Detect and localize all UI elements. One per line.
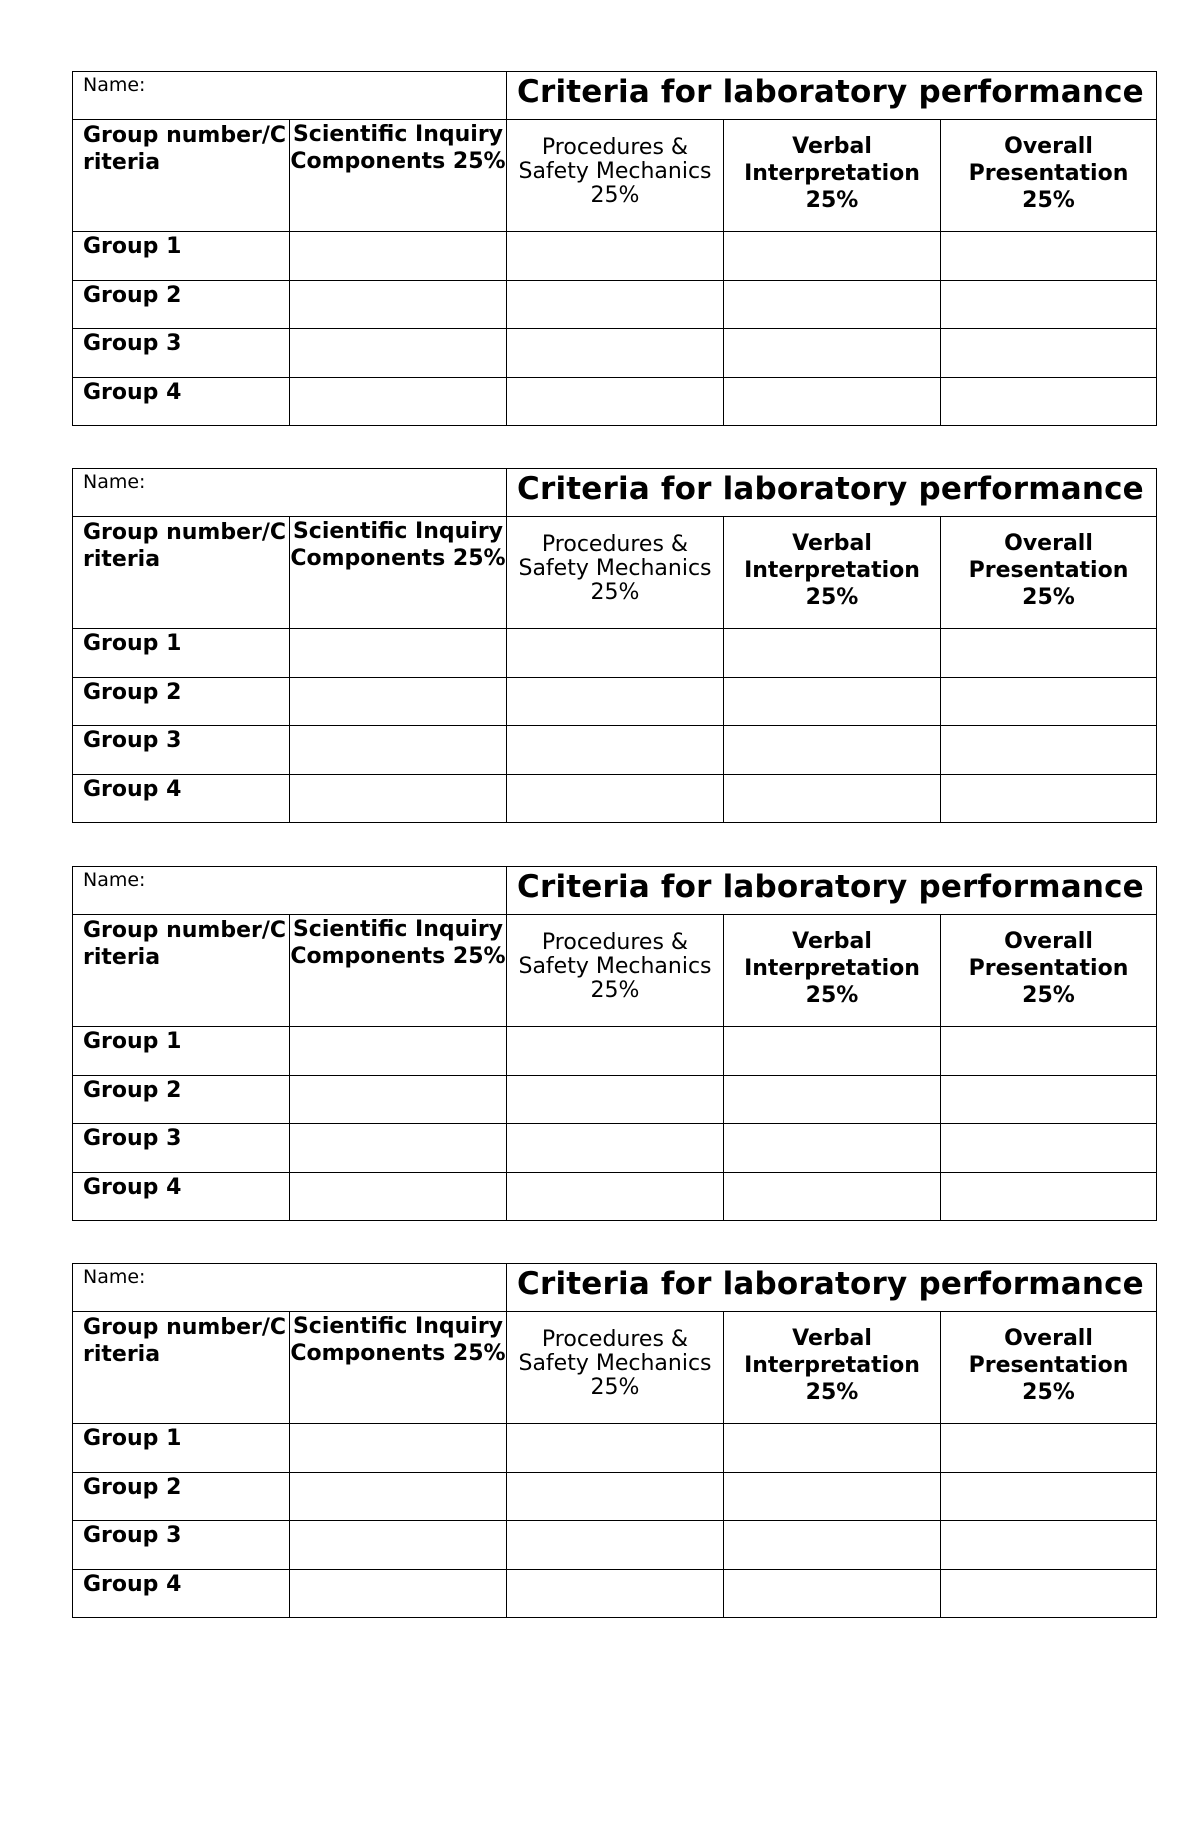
criterion-scientific-inquiry: Scientific Inquiry Components 25% xyxy=(290,1312,507,1424)
criteria-header-row xyxy=(73,1312,1157,1424)
score-cell-scientific-inquiry[interactable] xyxy=(290,232,507,281)
score-cell-procedures-safety[interactable] xyxy=(507,329,724,378)
criterion-scientific-inquiry: Scientific Inquiry Components 25% xyxy=(290,915,507,1027)
group-label: Group 2 xyxy=(73,1075,290,1124)
score-cell-procedures-safety[interactable] xyxy=(507,1075,724,1124)
score-cell-scientific-inquiry[interactable] xyxy=(290,1172,507,1221)
score-cell-overall-presentation[interactable] xyxy=(941,1521,1157,1570)
score-cell-scientific-inquiry[interactable] xyxy=(290,1027,507,1076)
score-cell-overall-presentation[interactable] xyxy=(941,377,1157,426)
rubric-title-row xyxy=(73,72,1157,120)
criteria-header-row xyxy=(73,120,1157,232)
rubric-title-row xyxy=(73,867,1157,915)
score-cell-verbal-interpretation[interactable] xyxy=(724,1569,941,1618)
rubric-table xyxy=(72,866,1157,1221)
rubric-title: Criteria for laboratory performance xyxy=(507,1264,1157,1312)
group-row xyxy=(73,329,1157,378)
score-cell-scientific-inquiry[interactable] xyxy=(290,1424,507,1473)
score-cell-verbal-interpretation[interactable] xyxy=(724,1521,941,1570)
score-cell-overall-presentation[interactable] xyxy=(941,280,1157,329)
group-label: Group 4 xyxy=(73,377,290,426)
score-cell-overall-presentation[interactable] xyxy=(941,726,1157,775)
criterion-overall-presentation: Overall Presentation 25% xyxy=(941,915,1157,1027)
group-row xyxy=(73,1124,1157,1173)
score-cell-scientific-inquiry[interactable] xyxy=(290,677,507,726)
group-row xyxy=(73,726,1157,775)
score-cell-verbal-interpretation[interactable] xyxy=(724,1124,941,1173)
score-cell-procedures-safety[interactable] xyxy=(507,774,724,823)
criterion-verbal-interpretation: Verbal Interpretation 25% xyxy=(724,120,941,232)
group-label: Group 2 xyxy=(73,280,290,329)
criterion-overall-presentation: Overall Presentation 25% xyxy=(941,517,1157,629)
group-label: Group 2 xyxy=(73,677,290,726)
score-cell-overall-presentation[interactable] xyxy=(941,1172,1157,1221)
score-cell-overall-presentation[interactable] xyxy=(941,629,1157,678)
score-cell-scientific-inquiry[interactable] xyxy=(290,1075,507,1124)
group-row xyxy=(73,677,1157,726)
criteria-header-row xyxy=(73,915,1157,1027)
group-number-header: Group number/Criteria xyxy=(73,120,290,232)
score-cell-verbal-interpretation[interactable] xyxy=(724,1027,941,1076)
score-cell-verbal-interpretation[interactable] xyxy=(724,280,941,329)
criteria-header-row xyxy=(73,517,1157,629)
group-label: Group 3 xyxy=(73,1521,290,1570)
score-cell-verbal-interpretation[interactable] xyxy=(724,774,941,823)
score-cell-procedures-safety[interactable] xyxy=(507,377,724,426)
score-cell-verbal-interpretation[interactable] xyxy=(724,629,941,678)
name-label: Name: xyxy=(83,1266,146,1288)
rubric-title-row xyxy=(73,469,1157,517)
group-row xyxy=(73,232,1157,281)
group-row xyxy=(73,1424,1157,1473)
group-label: Group 1 xyxy=(73,232,290,281)
score-cell-overall-presentation[interactable] xyxy=(941,1472,1157,1521)
group-row xyxy=(73,1027,1157,1076)
score-cell-overall-presentation[interactable] xyxy=(941,1124,1157,1173)
score-cell-scientific-inquiry[interactable] xyxy=(290,280,507,329)
name-label: Name: xyxy=(83,74,146,96)
score-cell-procedures-safety[interactable] xyxy=(507,1569,724,1618)
score-cell-procedures-safety[interactable] xyxy=(507,1027,724,1076)
criterion-procedures-safety: Procedures & Safety Mechanics 25% xyxy=(507,120,724,232)
score-cell-verbal-interpretation[interactable] xyxy=(724,329,941,378)
group-row xyxy=(73,1521,1157,1570)
criterion-procedures-safety: Procedures & Safety Mechanics 25% xyxy=(507,517,724,629)
score-cell-overall-presentation[interactable] xyxy=(941,1027,1157,1076)
score-cell-procedures-safety[interactable] xyxy=(507,232,724,281)
name-label: Name: xyxy=(83,869,146,891)
name-label: Name: xyxy=(83,471,146,493)
criterion-scientific-inquiry: Scientific Inquiry Components 25% xyxy=(290,120,507,232)
criterion-verbal-interpretation: Verbal Interpretation 25% xyxy=(724,915,941,1027)
group-row xyxy=(73,1172,1157,1221)
group-row xyxy=(73,377,1157,426)
rubric-table xyxy=(72,71,1157,426)
score-cell-scientific-inquiry[interactable] xyxy=(290,1569,507,1618)
group-label: Group 4 xyxy=(73,1172,290,1221)
score-cell-overall-presentation[interactable] xyxy=(941,329,1157,378)
score-cell-scientific-inquiry[interactable] xyxy=(290,1124,507,1173)
score-cell-verbal-interpretation[interactable] xyxy=(724,1472,941,1521)
group-label: Group 1 xyxy=(73,629,290,678)
group-label: Group 2 xyxy=(73,1472,290,1521)
rubric-table xyxy=(72,1263,1157,1618)
score-cell-scientific-inquiry[interactable] xyxy=(290,774,507,823)
group-label: Group 4 xyxy=(73,1569,290,1618)
group-row xyxy=(73,1472,1157,1521)
group-label: Group 3 xyxy=(73,329,290,378)
score-cell-scientific-inquiry[interactable] xyxy=(290,329,507,378)
rubric-title: Criteria for laboratory performance xyxy=(507,469,1157,517)
score-cell-scientific-inquiry[interactable] xyxy=(290,1521,507,1570)
score-cell-overall-presentation[interactable] xyxy=(941,774,1157,823)
score-cell-overall-presentation[interactable] xyxy=(941,1075,1157,1124)
group-label: Group 4 xyxy=(73,774,290,823)
name-field[interactable] xyxy=(73,469,507,517)
group-label: Group 1 xyxy=(73,1424,290,1473)
score-cell-overall-presentation[interactable] xyxy=(941,677,1157,726)
score-cell-procedures-safety[interactable] xyxy=(507,1172,724,1221)
score-cell-procedures-safety[interactable] xyxy=(507,1124,724,1173)
criterion-procedures-safety: Procedures & Safety Mechanics 25% xyxy=(507,915,724,1027)
score-cell-scientific-inquiry[interactable] xyxy=(290,1472,507,1521)
name-field[interactable] xyxy=(73,72,507,120)
score-cell-verbal-interpretation[interactable] xyxy=(724,1172,941,1221)
criterion-scientific-inquiry: Scientific Inquiry Components 25% xyxy=(290,517,507,629)
score-cell-procedures-safety[interactable] xyxy=(507,1521,724,1570)
group-row xyxy=(73,1075,1157,1124)
criterion-verbal-interpretation: Verbal Interpretation 25% xyxy=(724,1312,941,1424)
criterion-overall-presentation: Overall Presentation 25% xyxy=(941,120,1157,232)
score-cell-overall-presentation[interactable] xyxy=(941,1424,1157,1473)
score-cell-verbal-interpretation[interactable] xyxy=(724,1075,941,1124)
score-cell-procedures-safety[interactable] xyxy=(507,677,724,726)
score-cell-procedures-safety[interactable] xyxy=(507,280,724,329)
group-number-header: Group number/Criteria xyxy=(73,1312,290,1424)
score-cell-verbal-interpretation[interactable] xyxy=(724,726,941,775)
criterion-overall-presentation: Overall Presentation 25% xyxy=(941,1312,1157,1424)
group-number-header: Group number/Criteria xyxy=(73,915,290,1027)
group-row xyxy=(73,280,1157,329)
rubric-title: Criteria for laboratory performance xyxy=(507,72,1157,120)
group-row xyxy=(73,629,1157,678)
score-cell-scientific-inquiry[interactable] xyxy=(290,629,507,678)
score-cell-overall-presentation[interactable] xyxy=(941,1569,1157,1618)
score-cell-procedures-safety[interactable] xyxy=(507,629,724,678)
criterion-verbal-interpretation: Verbal Interpretation 25% xyxy=(724,517,941,629)
score-cell-procedures-safety[interactable] xyxy=(507,1424,724,1473)
name-field[interactable] xyxy=(73,1264,507,1312)
score-cell-verbal-interpretation[interactable] xyxy=(724,1424,941,1473)
group-label: Group 3 xyxy=(73,726,290,775)
score-cell-procedures-safety[interactable] xyxy=(507,1472,724,1521)
score-cell-scientific-inquiry[interactable] xyxy=(290,377,507,426)
score-cell-verbal-interpretation[interactable] xyxy=(724,677,941,726)
name-field[interactable] xyxy=(73,867,507,915)
group-row xyxy=(73,774,1157,823)
group-row xyxy=(73,1569,1157,1618)
group-label: Group 1 xyxy=(73,1027,290,1076)
rubric-table xyxy=(72,468,1157,823)
score-cell-scientific-inquiry[interactable] xyxy=(290,726,507,775)
score-cell-procedures-safety[interactable] xyxy=(507,726,724,775)
group-number-header: Group number/Criteria xyxy=(73,517,290,629)
group-label: Group 3 xyxy=(73,1124,290,1173)
score-cell-verbal-interpretation[interactable] xyxy=(724,232,941,281)
score-cell-overall-presentation[interactable] xyxy=(941,232,1157,281)
rubric-title-row xyxy=(73,1264,1157,1312)
score-cell-verbal-interpretation[interactable] xyxy=(724,377,941,426)
criterion-procedures-safety: Procedures & Safety Mechanics 25% xyxy=(507,1312,724,1424)
rubric-title: Criteria for laboratory performance xyxy=(507,867,1157,915)
